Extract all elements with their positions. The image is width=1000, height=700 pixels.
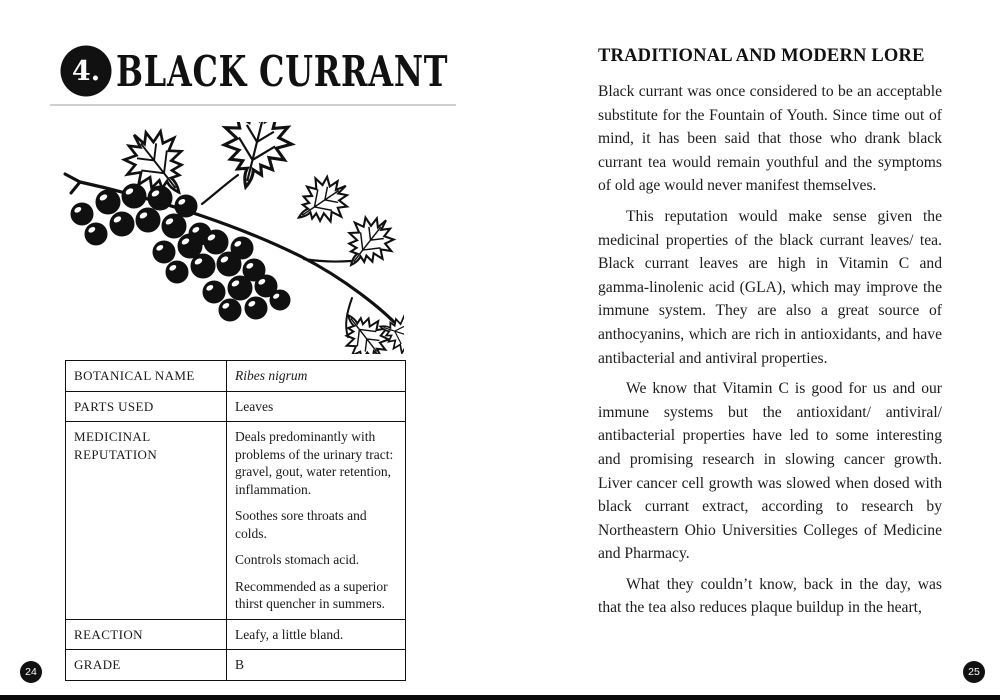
reputation-item: Recommended as a superior thirst quencher in summers. xyxy=(235,578,388,611)
body-paragraph: This reputation would make sense given the medicinal properties of the black currant leaves/ tea. Black currant leaves are high in Vitamin C and gamma-linolenic acid (GLA), which may improve the immune system. They are also a great source of anthocyanins, which are rich in antioxidants, and have antibacterial and antiviral properties. xyxy=(598,207,942,367)
chapter-title: BLACK CURRANT xyxy=(116,47,449,96)
table-row xyxy=(66,650,406,681)
row-value: Ribes nigrum xyxy=(227,361,406,392)
row-label: BOTANICAL NAME xyxy=(66,361,227,392)
table-row xyxy=(66,422,406,620)
page-bottom-edge xyxy=(0,695,1000,700)
reputation-item: Deals predominantly with problems of the urinary tract: gravel, gout, water retention, inflammation. xyxy=(235,429,394,497)
row-value: B xyxy=(227,650,406,681)
chapter-number: 4. xyxy=(71,55,101,87)
black-currant-illustration xyxy=(52,122,404,354)
table-row xyxy=(66,391,406,422)
row-value xyxy=(227,422,406,620)
body-paragraph: We know that Vitamin C is good for us and our immune systems but the antioxidant/ antiviral/ antibacterial properties have led to some interesting and promising research in slowing cancer growth. Liver cancer cell growth was slowed when dosed with black currant extract, according to research by Northeastern Ohio Universities Colleges of Medicine and Pharmacy. xyxy=(598,380,942,563)
table-row xyxy=(66,361,406,392)
header-divider xyxy=(50,104,456,106)
table-row xyxy=(66,619,406,650)
page-number-left: 24 xyxy=(20,661,42,683)
row-label: MEDICINAL REPUTATION xyxy=(66,422,227,620)
body-paragraph: Black currant was once considered to be an acceptable substitute for the Fountain of Youth. Since time out of mind, it has been said that those who drank black currant tea would remain youthful and the symptoms of old age would never manifest themselves. xyxy=(598,83,942,195)
currant-berries-icon xyxy=(71,184,290,321)
section-heading: TRADITIONAL AND MODERN LORE xyxy=(598,46,925,66)
row-label: GRADE xyxy=(66,650,227,681)
row-value: Leafy, a little bland. xyxy=(227,619,406,650)
row-value: Leaves xyxy=(227,391,406,422)
reputation-item: Controls stomach acid. xyxy=(235,552,360,567)
right-book-page xyxy=(500,0,1000,700)
page-number-right: 25 xyxy=(963,661,985,683)
body-paragraph: What they couldn’t know, back in the day, was that the tea also reduces plaque buildup in the heart, xyxy=(598,575,942,617)
chapter-number-badge xyxy=(62,47,110,95)
lore-text-column xyxy=(598,45,942,627)
row-label: PARTS USED xyxy=(66,391,227,422)
row-label: REACTION xyxy=(66,619,227,650)
reputation-item: Soothes sore throats and colds. xyxy=(235,508,367,541)
botanical-info-table xyxy=(65,360,406,681)
